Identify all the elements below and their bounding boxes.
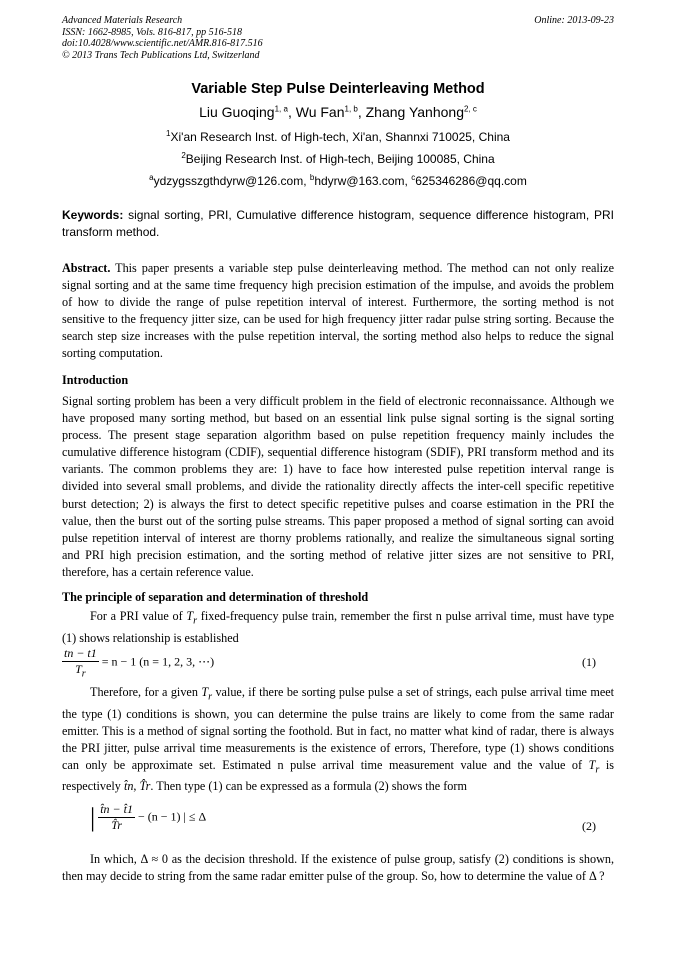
p2-text: . Then type (1) can be expressed as a formula (2) shows the form <box>150 779 467 794</box>
author-line: Liu Guoqing$^{1, a}$, Wu Fan$^{1, b}$, Zhang Yanhong$^{2, c}$ <box>199 104 477 120</box>
email-line: $^a$ydzygsszgthdyrw@126.com, $^b$hdyrw@163.com, $^c$625346286@qq.com <box>149 173 527 188</box>
symbol-T: T <box>75 662 82 676</box>
eq1-numerator: tn − t1 <box>64 646 97 660</box>
copyright: © 2013 Trans Tech Publications Ltd, Switzerland <box>62 49 260 61</box>
eq2-rhs: − (n − 1) | ≤ Δ <box>137 809 207 824</box>
email-sup: c <box>411 173 416 182</box>
eq2-denominator: T̂r <box>111 818 122 832</box>
doi: doi:10.4028/www.scientific.net/AMR.816-817.516 <box>62 38 263 49</box>
p3-text: as the decision threshold. If the existence of pulse group, satisfy (2) conditions is shown, then may decide to string from the same radar emitter pulse of the group. So, how to determine the value of <box>62 852 615 884</box>
aff-text: Beijing Research Inst. of High-tech, Beijing 100085, China <box>185 152 495 166</box>
symbol-sub-r: r <box>208 691 213 703</box>
email-link[interactable]: 625346286@qq.com <box>415 174 527 188</box>
section-title-introduction: Introduction <box>62 373 129 387</box>
symbol-Tr <box>588 757 600 776</box>
symbol-sub-r: r <box>193 615 198 627</box>
email-link[interactable]: ydzygsszgthdyrw@126.com <box>153 174 304 188</box>
equation-1 <box>62 646 614 679</box>
section-title-principle: The principle of separation and determination of threshold <box>62 590 369 604</box>
author-sup: 2, c <box>463 104 477 114</box>
symbol-T: T <box>186 609 194 623</box>
eq1-rhs: = n − 1 (n = 1, 2, 3, ⋯) <box>101 654 215 669</box>
aff-sup: 1 <box>166 129 171 138</box>
p2-text: Therefore, for a given <box>90 685 198 699</box>
abs-bar-left: | <box>90 802 96 832</box>
online-date: Online: 2013-09-23 <box>534 15 614 26</box>
affiliation-2 <box>62 152 614 166</box>
keywords-label: Keywords: <box>62 208 124 222</box>
p3-text: In which, <box>90 852 137 866</box>
author-name: Zhang Yanhong <box>365 104 464 120</box>
symbol-T: T <box>201 685 209 699</box>
symbol-tn-hat: t̂n <box>123 779 134 794</box>
symbol-Tr-hat: T̂r <box>139 779 151 794</box>
introduction-text: Signal sorting problem has been a very difficult problem in the field of electronic reconnaissance. Although we have proposed many sorting method, but based on an essential link pulse signal sorting is the signal sorting process. The present stage separation algorithm based on pulse repetition frequency mainly includes the cumulative difference histogram (CDIF), sequential difference histogram (SDIF), PRI transform method and its variants. The common problems they are: 1) have to face how interested pulse repetition interval range is divided into several small problems, and divide the rationality directly affects the inter-cell specific repetitive burst detection; 2) is always the first to detect specific repetitive pulses and coarse estimation in the PRI the value, then the burst out of the sorting pulse streams. This paper proposed a method of signal sorting can avoid pulse repetition interval of interest are thorny problems rationally, and realize the simultaneous signal sorting and PRI high precision estimation, and the sorting method of relative jitter sizes are not sensitive to PRI, therefore, has a certain reference value. <box>62 394 614 579</box>
keywords <box>62 207 614 241</box>
affiliation-1 <box>62 130 614 144</box>
p1-text: For a PRI value of <box>90 609 183 623</box>
p3-threshold: Δ ≈ 0 <box>140 852 168 866</box>
symbol-sub-r: r <box>81 668 86 680</box>
paragraph-3 <box>62 851 614 885</box>
journal-header <box>62 15 614 61</box>
author-sup: 1, a <box>274 104 288 114</box>
paper-title: Variable Step Pulse Deinterleaving Method <box>191 81 485 97</box>
paragraph-2: Therefore, for a given $T_r$ value, if there be sorting pulse pulse a set of strings, each pulse arrival time meet the type (1) conditions is shown, you can determine the pulse trains are likely to come from the same radar emitter. This is a method of signal sorting the foothold. But in fact, no matter what kind of radar, there is always the PRI jitter, pulse arrival time measurements is the existence of errors, Therefore, type (1) shows conditions can only be approximate set. Estimated n pulse arrival time measurement value and the value of $T_r$ is respectively t̂n, T̂r. Then type (1) can be expressed as a formula (2) shows the form <box>62 685 615 794</box>
author-sup: 1, b <box>344 104 358 114</box>
keywords-text: signal sorting, PRI, Cumulative difference histogram, sequence difference histogram, PRI transform method. <box>62 208 614 239</box>
symbol-Tr <box>201 685 213 703</box>
aff-sup: 2 <box>181 151 186 160</box>
eq2-fraction <box>98 802 135 833</box>
p3-question: Δ ? <box>588 869 605 884</box>
issn: ISSN: 1662-8985, Vols. 816-817, pp 516-518 <box>62 26 242 38</box>
author-name: Wu Fan <box>295 104 345 120</box>
email-sup: a <box>149 173 154 182</box>
p1-text: fixed-frequency pulse train, remember the first n pulse arrival time, must have type (1) shows relationship is established <box>62 609 615 645</box>
symbol-T: T <box>588 757 596 772</box>
symbol-sub-r: r <box>595 764 600 776</box>
abstract-label: Abstract. <box>62 261 111 275</box>
symbol-Tr <box>186 609 198 627</box>
equation-2 <box>62 802 614 833</box>
eq2-number: (2) <box>582 819 596 833</box>
abstract-text: This paper presents a variable step pulse deinterleaving method. The method can not only realize signal sorting and at the same time frequency high precision estimation of the impulse, and avoids the problem of how to divide the range of pulse repetition interval of interest. Furthermore, the sorting method is not sensitive to the frequency jitter size, can be used for high frequency jitter radar pulse string sorting. Because the search step size increases with the pulse repetition interval, the sorting method also helps to reduce the signal sorting computation. <box>62 261 615 361</box>
eq1-fraction <box>62 646 99 679</box>
eq2-numerator: t̂n − t̂1 <box>100 802 133 816</box>
journal-name: Advanced Materials Research <box>62 15 183 26</box>
eq1-denominator <box>62 662 99 679</box>
aff-text: Xi'an Research Inst. of High-tech, Xi'an, Shannxi 710025, China <box>170 130 510 144</box>
paragraph-1 <box>62 608 614 647</box>
eq1-number: (1) <box>582 655 596 669</box>
abstract <box>62 260 614 363</box>
email-sup: b <box>309 173 315 182</box>
p2-text: value, if there be sorting pulse pulse a set of strings, each pulse arrival time meet the type (1) conditions is shown, you can determine the pulse trains are likely to come from the same radar emitter. This is a method of signal sorting the foothold. But in fact, no matter what kind of radar, there is always the PRI jitter, pulse arrival time measurements is the existence of errors, Therefore, type (1) shows conditions can only be approximate set. Estimated n pulse arrival time measurement value and the value of <box>62 685 615 772</box>
email-link[interactable]: hdyrw@163.com <box>314 174 405 188</box>
p2-text: is respectively <box>62 757 615 794</box>
author-name: Liu Guoqing <box>199 104 275 120</box>
